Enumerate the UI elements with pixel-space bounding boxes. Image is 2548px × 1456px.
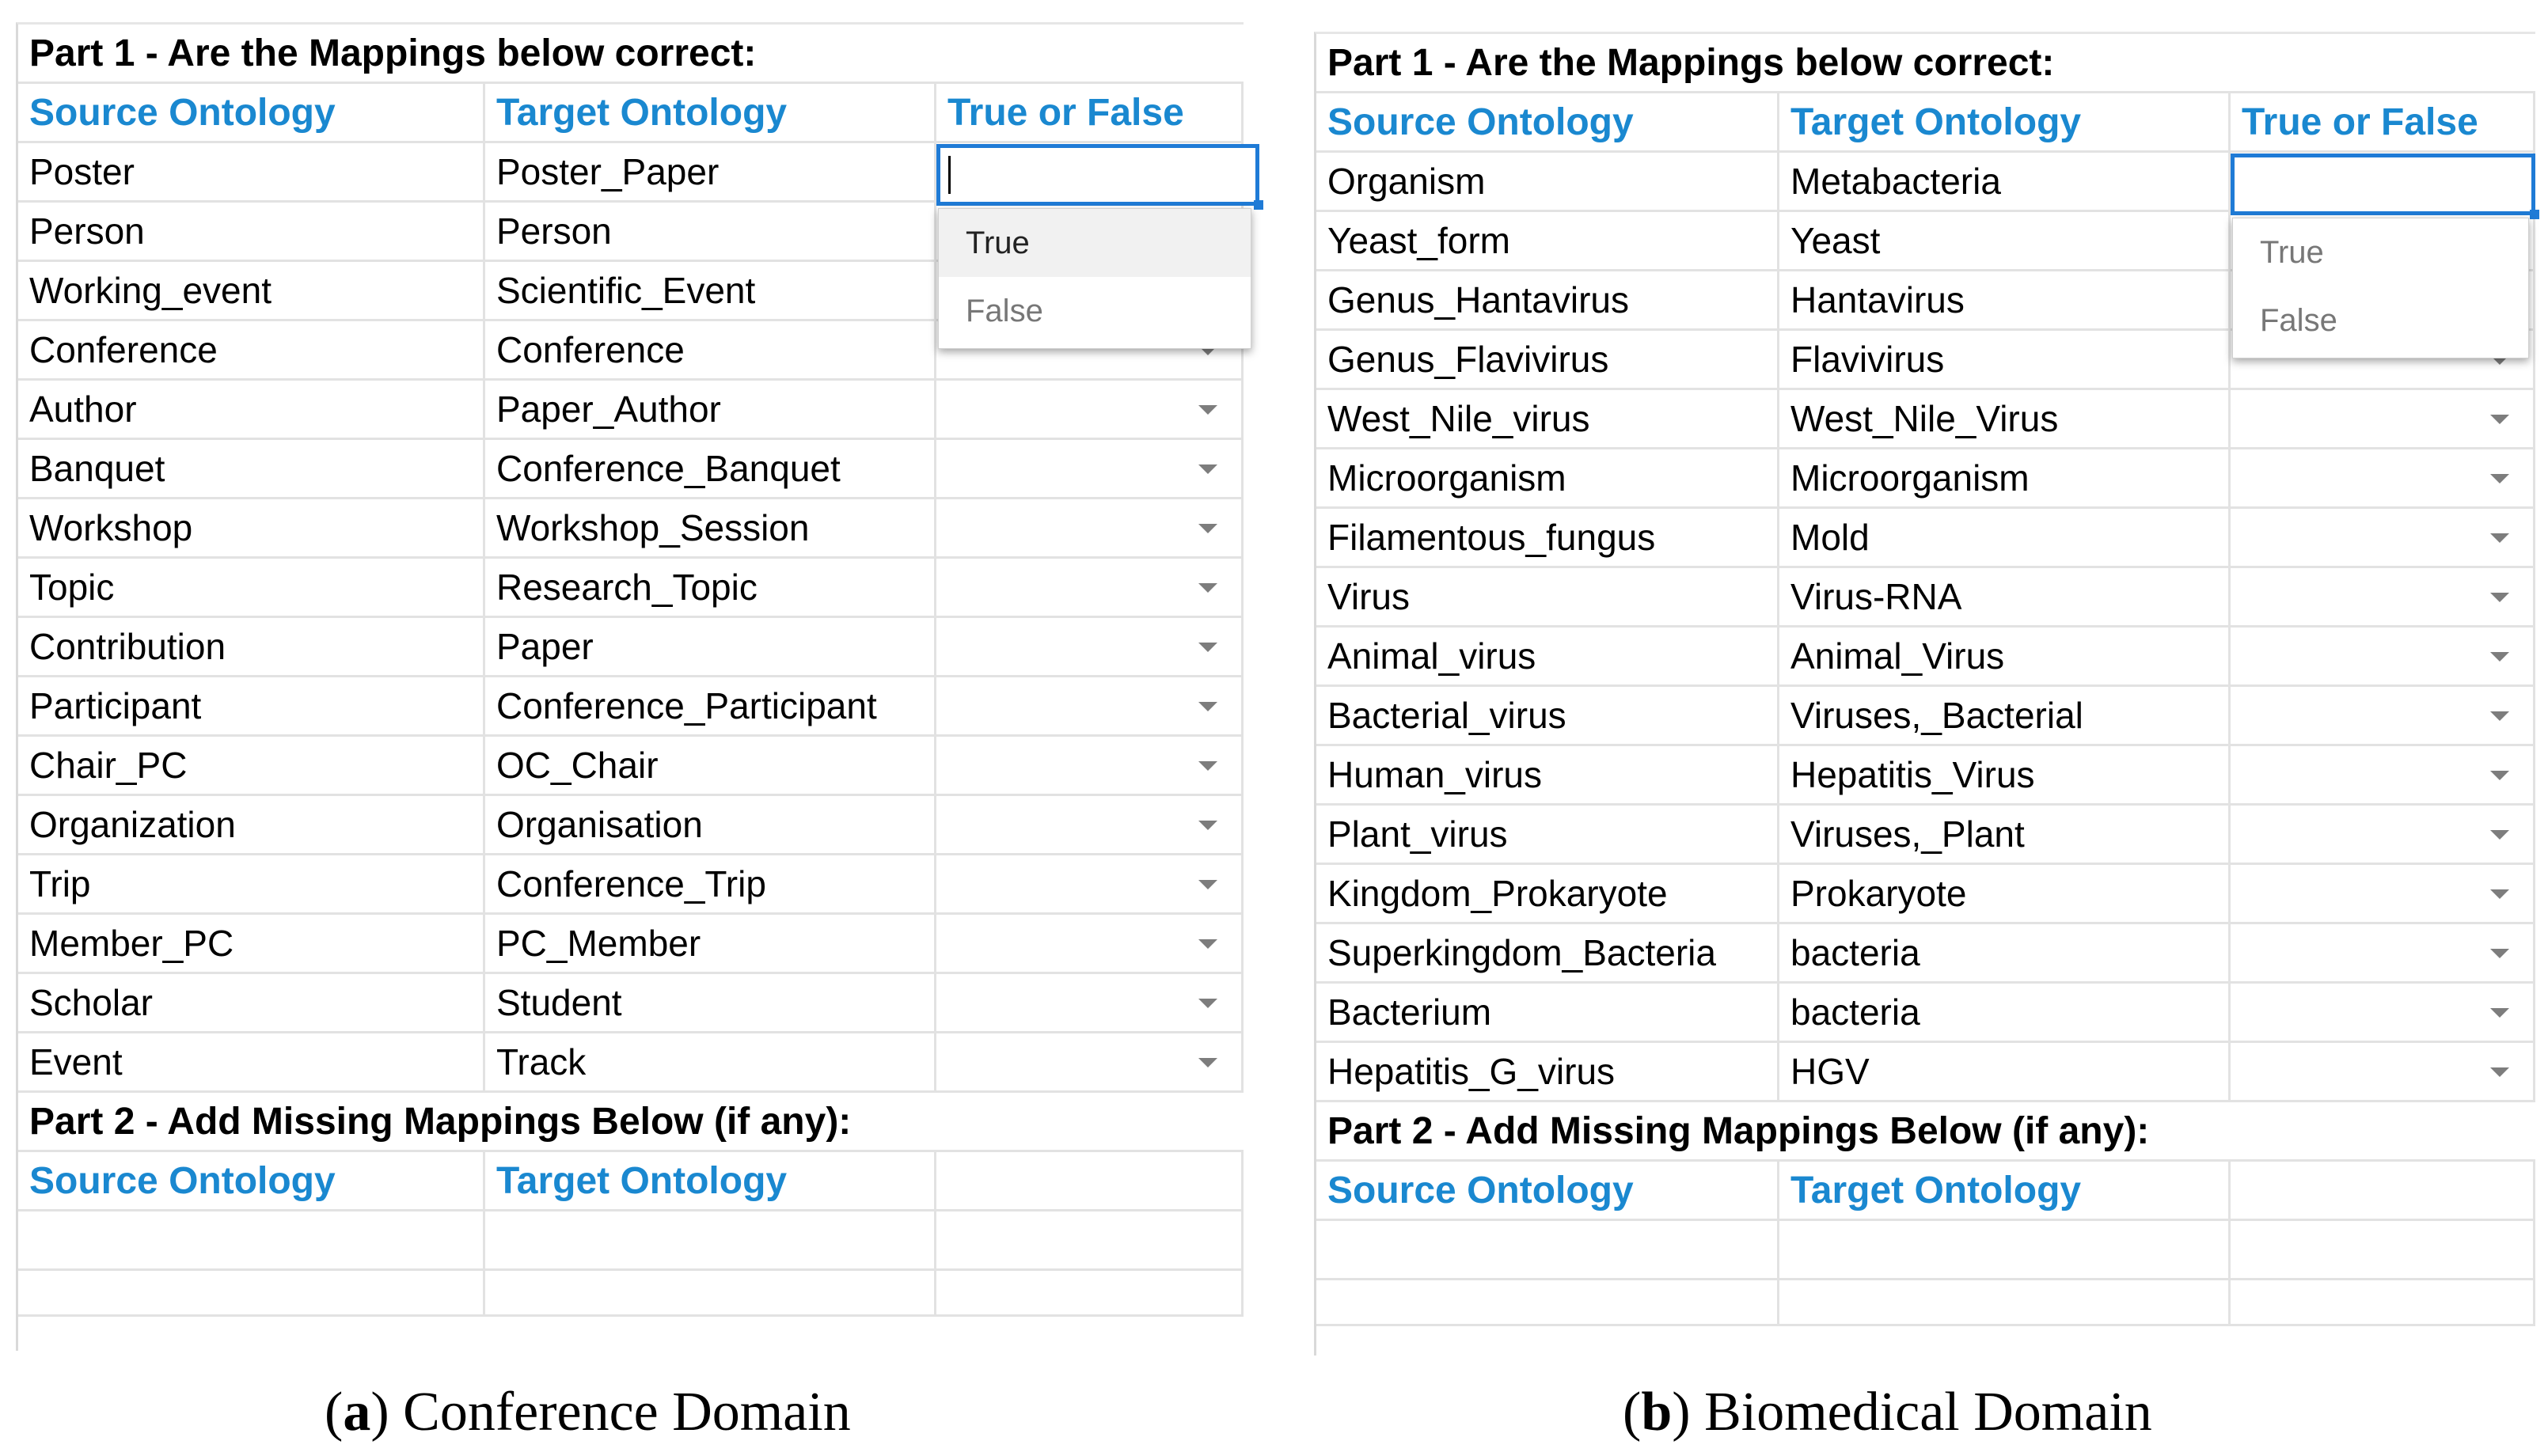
true-false-dropdown-cell[interactable]	[2231, 984, 2535, 1041]
source-ontology-cell[interactable]: Organization	[18, 796, 485, 853]
source-ontology-cell[interactable]: Microorganism	[1316, 449, 1779, 506]
header-row	[18, 84, 1244, 143]
true-false-dropdown-cell[interactable]	[2231, 628, 2535, 684]
empty-row	[1316, 1280, 2535, 1326]
caption-text: Conference Domain	[403, 1382, 851, 1443]
chevron-down-icon[interactable]	[1198, 880, 1217, 889]
true-false-dropdown-cell[interactable]	[2231, 924, 2535, 981]
table-row	[18, 559, 1244, 618]
chevron-down-icon[interactable]	[1198, 821, 1217, 830]
true-false-dropdown-cell[interactable]	[2231, 687, 2535, 744]
part2-title: Part 2 - Add Missing Mappings Below (if any):	[1327, 1109, 2150, 1152]
true-false-dropdown-cell[interactable]	[2231, 568, 2535, 625]
target-ontology-header: Target Ontology	[485, 84, 936, 141]
target-ontology-cell[interactable]: Prokaryote	[1779, 865, 2231, 922]
source-ontology-cell[interactable]: Superkingdom_Bacteria	[1316, 924, 1779, 981]
source-ontology-header: Source Ontology	[18, 84, 485, 141]
target-ontology-cell[interactable]: Animal_Virus	[1779, 628, 2231, 684]
option-false[interactable]: False	[966, 293, 1043, 328]
true-false-dropdown-cell[interactable]	[936, 677, 1244, 734]
target-ontology-cell[interactable]: Metabacteria	[1779, 153, 2231, 210]
table-row	[18, 677, 1244, 737]
chevron-down-icon[interactable]	[1198, 583, 1217, 593]
empty-cell[interactable]	[1779, 1280, 2231, 1324]
target-ontology-cell[interactable]: PC_Member	[485, 915, 936, 972]
chevron-down-icon[interactable]	[1198, 643, 1217, 652]
source-ontology-cell[interactable]: Virus	[1316, 568, 1779, 625]
chevron-down-icon[interactable]	[2490, 949, 2509, 958]
caption-biomedical: (b) Biomedical Domain	[1623, 1382, 2152, 1443]
chevron-down-icon[interactable]	[1198, 702, 1217, 711]
target-ontology-cell[interactable]: Virus-RNA	[1779, 568, 2231, 625]
source-ontology-cell[interactable]: Organism	[1316, 153, 1779, 210]
table-row	[18, 381, 1244, 440]
true-false-dropdown-cell[interactable]	[2231, 1043, 2535, 1100]
true-false-dropdown-cell[interactable]	[936, 974, 1244, 1031]
true-false-active-input[interactable]	[2231, 154, 2535, 215]
true-false-dropdown-cell[interactable]	[936, 915, 1244, 972]
table-row	[18, 499, 1244, 559]
true-false-dropdown-cell[interactable]	[2231, 390, 2535, 447]
source-ontology-cell[interactable]: Contribution	[18, 618, 485, 675]
spreadsheet-biomedical	[1314, 32, 2535, 1356]
chevron-down-icon[interactable]	[1198, 761, 1217, 771]
true-false-dropdown-cell[interactable]	[936, 737, 1244, 794]
empty-cell[interactable]	[2231, 1162, 2535, 1219]
source-ontology-cell[interactable]: Human_virus	[1316, 746, 1779, 803]
chevron-down-icon[interactable]	[2490, 533, 2509, 543]
fill-handle[interactable]	[2530, 210, 2539, 219]
source-ontology-cell[interactable]: Participant	[18, 677, 485, 734]
target-ontology-cell[interactable]: OC_Chair	[485, 737, 936, 794]
chevron-down-icon[interactable]	[1198, 999, 1217, 1008]
option-true[interactable]: True	[2260, 234, 2324, 270]
caption-text: Biomedical Domain	[1704, 1382, 2152, 1443]
source-ontology-cell[interactable]: Workshop	[18, 499, 485, 556]
table-row	[18, 618, 1244, 677]
true-false-dropdown-menu	[2232, 218, 2529, 358]
target-ontology-cell[interactable]: Yeast	[1779, 212, 2231, 269]
source-ontology-cell[interactable]: Genus_Flavivirus	[1316, 331, 1779, 388]
chevron-down-icon[interactable]	[2490, 652, 2509, 662]
empty-cell[interactable]	[1316, 1280, 1779, 1324]
table-row	[1316, 1043, 2535, 1102]
true-false-header: True or False	[2231, 93, 2535, 150]
caption-conference: (a) Conference Domain	[325, 1382, 851, 1443]
empty-cell[interactable]	[2231, 1280, 2535, 1324]
true-false-dropdown-cell[interactable]	[2231, 509, 2535, 566]
target-ontology-cell[interactable]: Person	[485, 203, 936, 260]
table-row	[1316, 390, 2535, 449]
chevron-down-icon[interactable]	[2490, 1008, 2509, 1018]
part2-target-header: Target Ontology	[1779, 1162, 2231, 1219]
true-false-header: True or False	[936, 84, 1244, 141]
part2-target-header: Target Ontology	[485, 1152, 936, 1209]
target-ontology-cell[interactable]: Research_Topic	[485, 559, 936, 616]
chevron-down-icon[interactable]	[2490, 889, 2509, 899]
true-false-dropdown-cell[interactable]	[936, 381, 1244, 438]
target-ontology-cell[interactable]: Student	[485, 974, 936, 1031]
part2-source-header: Source Ontology	[18, 1152, 485, 1209]
chevron-down-icon[interactable]	[1198, 405, 1217, 415]
option-true[interactable]: True	[939, 209, 1251, 277]
true-false-dropdown-cell[interactable]	[936, 796, 1244, 853]
caption-letter: a	[343, 1382, 371, 1443]
empty-cell[interactable]	[485, 1271, 936, 1314]
empty-cell[interactable]	[1779, 1221, 2231, 1278]
true-false-dropdown-cell[interactable]	[936, 1033, 1244, 1090]
empty-cell[interactable]	[2231, 1221, 2535, 1278]
part2-title-row	[1316, 1102, 2535, 1162]
target-ontology-cell[interactable]: Conference_Participant	[485, 677, 936, 734]
true-false-active-input[interactable]	[936, 144, 1259, 206]
source-ontology-cell[interactable]: Banquet	[18, 440, 485, 497]
source-ontology-cell[interactable]: Hepatitis_G_virus	[1316, 1043, 1779, 1100]
target-ontology-cell[interactable]: Conference	[485, 321, 936, 378]
chevron-down-icon[interactable]	[2490, 830, 2509, 840]
source-ontology-cell[interactable]: Member_PC	[18, 915, 485, 972]
empty-cell[interactable]	[936, 1271, 1244, 1314]
chevron-down-icon[interactable]	[2490, 474, 2509, 483]
target-ontology-cell[interactable]: Microorganism	[1779, 449, 2231, 506]
target-ontology-header: Target Ontology	[1779, 93, 2231, 150]
part2-title-row	[18, 1093, 1244, 1152]
true-false-dropdown-cell[interactable]	[2231, 746, 2535, 803]
table-row	[1316, 806, 2535, 865]
target-ontology-cell[interactable]: Conference_Trip	[485, 855, 936, 912]
source-ontology-cell[interactable]: Animal_virus	[1316, 628, 1779, 684]
target-ontology-cell[interactable]: Mold	[1779, 509, 2231, 566]
true-false-dropdown-menu	[938, 208, 1251, 349]
table-row	[18, 737, 1244, 796]
true-false-dropdown-cell[interactable]	[936, 440, 1244, 497]
source-ontology-cell[interactable]: Genus_Hantavirus	[1316, 271, 1779, 328]
source-ontology-cell[interactable]: Chair_PC	[18, 737, 485, 794]
source-ontology-cell[interactable]: Scholar	[18, 974, 485, 1031]
target-ontology-cell[interactable]: Hepatitis_Virus	[1779, 746, 2231, 803]
target-ontology-cell[interactable]: Track	[485, 1033, 936, 1090]
target-ontology-cell[interactable]: Scientific_Event	[485, 262, 936, 319]
table-row	[1316, 687, 2535, 746]
empty-row	[1316, 1221, 2535, 1280]
source-ontology-cell[interactable]: Filamentous_fungus	[1316, 509, 1779, 566]
target-ontology-cell[interactable]: bacteria	[1779, 984, 2231, 1041]
source-ontology-header: Source Ontology	[1316, 93, 1779, 150]
table-row	[18, 915, 1244, 974]
target-ontology-cell[interactable]: Organisation	[485, 796, 936, 853]
chevron-down-icon[interactable]	[1198, 1058, 1217, 1067]
source-ontology-cell[interactable]: Plant_virus	[1316, 806, 1779, 863]
source-ontology-cell[interactable]: Poster	[18, 143, 485, 200]
source-ontology-cell[interactable]: Yeast_form	[1316, 212, 1779, 269]
target-ontology-cell[interactable]: bacteria	[1779, 924, 2231, 981]
part1-title-row	[18, 25, 1244, 84]
fill-handle[interactable]	[1254, 200, 1263, 210]
chevron-down-icon[interactable]	[2490, 771, 2509, 780]
part2-title: Part 2 - Add Missing Mappings Below (if any):	[29, 1100, 852, 1143]
empty-row	[18, 1271, 1244, 1317]
target-ontology-cell[interactable]: Hantavirus	[1779, 271, 2231, 328]
chevron-down-icon[interactable]	[1198, 524, 1217, 533]
empty-cell[interactable]	[18, 1271, 485, 1314]
true-false-dropdown-cell[interactable]	[936, 499, 1244, 556]
part1-title: Part 1 - Are the Mappings below correct:	[1327, 41, 2055, 84]
table-row	[1316, 746, 2535, 806]
target-ontology-cell[interactable]: Paper_Author	[485, 381, 936, 438]
source-ontology-cell[interactable]: Person	[18, 203, 485, 260]
source-ontology-cell[interactable]: West_Nile_virus	[1316, 390, 1779, 447]
true-false-dropdown-cell[interactable]	[2231, 449, 2535, 506]
source-ontology-cell[interactable]: Trip	[18, 855, 485, 912]
true-false-dropdown-cell[interactable]	[2231, 806, 2535, 863]
table-row	[1316, 568, 2535, 628]
target-ontology-cell[interactable]: Poster_Paper	[485, 143, 936, 200]
option-false[interactable]: False	[2260, 302, 2337, 338]
source-ontology-cell[interactable]: Conference	[18, 321, 485, 378]
table-row	[18, 855, 1244, 915]
target-ontology-cell[interactable]: Conference_Banquet	[485, 440, 936, 497]
source-ontology-cell[interactable]: Topic	[18, 559, 485, 616]
table-row	[1316, 628, 2535, 687]
target-ontology-cell[interactable]: HGV	[1779, 1043, 2231, 1100]
table-row	[1316, 509, 2535, 568]
part1-title-row	[1316, 34, 2535, 93]
table-row	[1316, 924, 2535, 984]
part2-header-row	[1316, 1162, 2535, 1221]
source-ontology-cell[interactable]: Bacterium	[1316, 984, 1779, 1041]
true-false-dropdown-cell[interactable]	[936, 559, 1244, 616]
spreadsheet-conference	[16, 22, 1244, 1351]
chevron-down-icon[interactable]	[2490, 415, 2509, 424]
true-false-dropdown-cell[interactable]	[2231, 865, 2535, 922]
empty-cell[interactable]	[485, 1211, 936, 1268]
empty-cell[interactable]	[936, 1152, 1244, 1209]
chevron-down-icon[interactable]	[1198, 464, 1217, 474]
true-false-dropdown-cell[interactable]	[936, 855, 1244, 912]
true-false-dropdown-cell[interactable]	[936, 618, 1244, 675]
chevron-down-icon[interactable]	[2490, 711, 2509, 721]
empty-row	[18, 1211, 1244, 1271]
source-ontology-cell[interactable]: Event	[18, 1033, 485, 1090]
table-row	[18, 1033, 1244, 1093]
table-row	[18, 796, 1244, 855]
target-ontology-cell[interactable]: Workshop_Session	[485, 499, 936, 556]
chevron-down-icon[interactable]	[2490, 593, 2509, 602]
target-ontology-cell[interactable]: Viruses,_Bacterial	[1779, 687, 2231, 744]
source-ontology-cell[interactable]: Working_event	[18, 262, 485, 319]
header-row	[1316, 93, 2535, 153]
table-row	[18, 440, 1244, 499]
caption-letter: b	[1641, 1382, 1673, 1443]
source-ontology-cell[interactable]: Author	[18, 381, 485, 438]
source-ontology-cell[interactable]: Kingdom_Prokaryote	[1316, 865, 1779, 922]
text-cursor	[948, 156, 951, 194]
empty-cell[interactable]	[1316, 1221, 1779, 1278]
part2-header-row	[18, 1152, 1244, 1211]
part1-title: Part 1 - Are the Mappings below correct:	[29, 32, 757, 74]
chevron-down-icon[interactable]	[2490, 1067, 2509, 1077]
chevron-down-icon[interactable]	[1198, 939, 1217, 949]
table-row	[1316, 984, 2535, 1043]
part2-source-header: Source Ontology	[1316, 1162, 1779, 1219]
empty-cell[interactable]	[936, 1211, 1244, 1268]
target-ontology-cell[interactable]: Viruses,_Plant	[1779, 806, 2231, 863]
empty-cell[interactable]	[18, 1211, 485, 1268]
table-row	[1316, 865, 2535, 924]
target-ontology-cell[interactable]: West_Nile_Virus	[1779, 390, 2231, 447]
target-ontology-cell[interactable]: Paper	[485, 618, 936, 675]
table-row	[1316, 449, 2535, 509]
table-row	[18, 974, 1244, 1033]
target-ontology-cell[interactable]: Flavivirus	[1779, 331, 2231, 388]
source-ontology-cell[interactable]: Bacterial_virus	[1316, 687, 1779, 744]
